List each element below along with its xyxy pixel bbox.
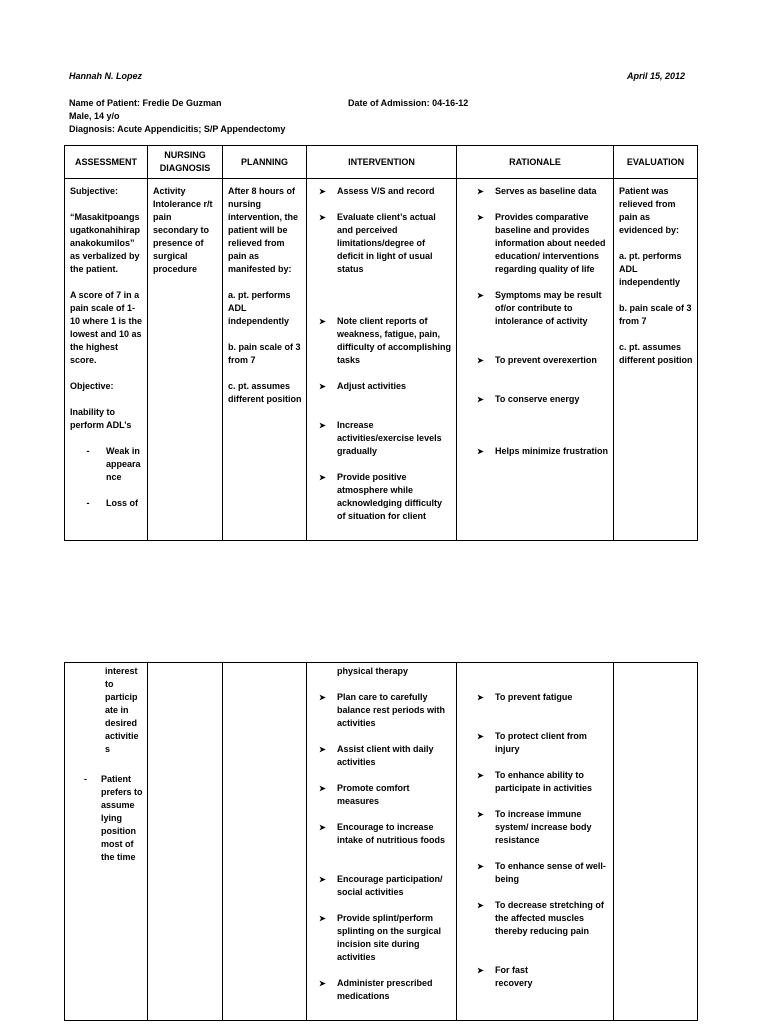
col-evaluation: EVALUATION <box>614 146 698 179</box>
arrow-bullet-icon: ➤ <box>477 901 484 910</box>
assessment-cell <box>65 179 148 541</box>
list-item: ➤ To prevent overexertion <box>477 355 597 365</box>
list-item: - Loss of <box>70 497 143 510</box>
intervention-cont-cell <box>307 663 457 1021</box>
care-plan-table-page2 <box>64 662 698 1021</box>
arrow-bullet-icon: ➤ <box>319 382 326 391</box>
nursing-diagnosis-cont-cell <box>148 663 223 1021</box>
arrow-bullet-icon: ➤ <box>477 447 484 456</box>
nursing-diagnosis-cell <box>148 179 223 541</box>
list-item: ➤ Provide positive atmosphere while acknowledging difficulty of situation for client <box>319 472 443 521</box>
evaluation-result-a: a. pt. performs ADL independently <box>619 251 682 287</box>
arrow-bullet-icon: ➤ <box>477 810 484 819</box>
list-item: - Weak in appeara nce <box>70 445 143 484</box>
planning-outcome-b: b. pain scale of 3 from 7 <box>228 342 301 365</box>
list-item: ➤ Serves as baseline data <box>477 186 597 196</box>
list-item: ➤ To enhance ability to participate in activities <box>477 770 593 793</box>
arrow-bullet-icon: ➤ <box>319 693 326 702</box>
arrow-bullet-icon: ➤ <box>319 914 326 923</box>
evaluation-cell <box>614 179 698 541</box>
arrow-bullet-icon: ➤ <box>319 473 326 482</box>
rationale-cell <box>457 179 614 541</box>
nursing-diagnosis-text: Activity Intolerance r/t pain secondary to presence of surgical procedure <box>153 186 213 274</box>
arrow-bullet-icon: ➤ <box>319 979 326 988</box>
dash-bullet: - <box>86 498 90 508</box>
arrow-bullet-icon: ➤ <box>319 875 326 884</box>
subjective-label: Subjective: <box>70 186 119 196</box>
list-item: ➤ Increase activities/exercise levels gradually <box>319 420 442 456</box>
document-date: April 15, 2012 <box>627 71 686 81</box>
arrow-bullet-icon: ➤ <box>477 395 484 404</box>
admission-date: Date of Admission: 04-16-12 <box>348 98 469 108</box>
planning-cont-cell <box>223 663 307 1021</box>
pain-score-text: A score of 7 in a pain scale of 1-10 where 1 is the lowest and 10 as the highest score. <box>70 290 143 365</box>
list-item: ➤ Encourage to increase intake of nutritious foods <box>319 822 445 845</box>
evaluation-result-b: b. pain scale of 3 from 7 <box>619 303 692 326</box>
objective-label: Objective: <box>70 381 114 391</box>
patient-name: Name of Patient: Fredie De Guzman <box>69 98 222 108</box>
arrow-bullet-icon: ➤ <box>477 213 484 222</box>
evaluation-cont-cell <box>614 663 698 1021</box>
list-item: ➤ To prevent fatigue <box>477 692 573 702</box>
arrow-bullet-icon: ➤ <box>319 745 326 754</box>
dash-bullet: - <box>86 446 90 456</box>
list-item: ➤ To protect client from injury <box>477 731 587 754</box>
list-item: ➤ Administer prescribed medications <box>319 978 433 1001</box>
diagnosis-line: Diagnosis: Acute Appendicitis; S/P Appendectomy <box>69 124 286 134</box>
col-rationale: RATIONALE <box>457 146 614 179</box>
dash-bullet: - <box>84 774 87 784</box>
list-item: ➤ Helps minimize frustration <box>477 446 609 456</box>
arrow-bullet-icon: ➤ <box>319 823 326 832</box>
author-name: Hannah N. Lopez <box>69 71 143 81</box>
list-item: ➤ To conserve energy <box>477 394 580 404</box>
arrow-bullet-icon: ➤ <box>477 187 484 196</box>
arrow-bullet-icon: ➤ <box>477 291 484 300</box>
list-item: ➤ Plan care to carefully balance rest periods with activities <box>319 692 446 728</box>
list-item: ➤ Provides comparative baseline and provides information about needed education/ interventions regarding quality of life <box>477 212 606 274</box>
arrow-bullet-icon: ➤ <box>319 784 326 793</box>
arrow-bullet-icon: ➤ <box>477 356 484 365</box>
list-item: ➤ Provide splint/perform splinting on the surgical incision site during activities <box>319 913 442 962</box>
col-nursing-diagnosis: NURSING DIAGNOSIS <box>148 146 223 179</box>
list-item: ➤ Adjust activities <box>319 381 407 391</box>
list-item: ➤ Note client reports of weakness, fatigue, pain, difficulty of accomplishing tasks <box>319 316 452 365</box>
planning-cell <box>223 179 307 541</box>
col-assessment: ASSESSMENT <box>65 146 148 179</box>
arrow-bullet-icon: ➤ <box>477 771 484 780</box>
evaluation-intro: Patient was relieved from pain as evidenced by: <box>619 186 680 235</box>
evaluation-result-c: c. pt. assumes different position <box>619 342 693 365</box>
intervention-continued: physical therapy <box>337 666 409 676</box>
col-planning: PLANNING <box>223 146 307 179</box>
list-item: ➤ To increase immune system/ increase body resistance <box>477 809 592 845</box>
list-item: ➤ Symptoms may be result of/or contribute to intolerance of activity <box>477 290 602 326</box>
list-item: ➤ Evaluate client’s actual and perceived limitations/degree of deficit in light of usual status <box>319 212 436 274</box>
arrow-bullet-icon: ➤ <box>477 693 484 702</box>
rationale-cont-cell <box>457 663 614 1021</box>
arrow-bullet-icon: ➤ <box>319 317 326 326</box>
list-item: ➤ Promote comfort measures <box>319 783 410 806</box>
list-item: ➤ For fast recovery <box>477 965 533 988</box>
arrow-bullet-icon: ➤ <box>319 187 326 196</box>
inability-text: Inability to perform ADL’s <box>70 407 132 430</box>
patient-sex-age: Male, 14 y/o <box>69 111 120 121</box>
arrow-bullet-icon: ➤ <box>319 421 326 430</box>
list-item: ➤ Encourage participation/ social activities <box>319 874 443 897</box>
intervention-cell <box>307 179 457 541</box>
planning-outcome-c: c. pt. assumes different position <box>228 381 302 404</box>
list-item: - Patient prefers to assume lying position most of the time <box>70 773 147 864</box>
list-item: ➤ Assess V/S and record <box>319 186 435 196</box>
subjective-quote: “Masakitpoangs ugatkonahihirap anakokumilos” as verbalized by the patient. <box>70 212 141 274</box>
assessment-continued: interest to particip ate in desired activitie s <box>105 666 139 754</box>
list-item: ➤ Assist client with daily activities <box>319 744 434 767</box>
planning-goal: After 8 hours of nursing intervention, the patient will be relieved from pain as manifested by: <box>228 186 299 274</box>
assessment-cont-cell <box>65 663 148 1021</box>
arrow-bullet-icon: ➤ <box>477 732 484 741</box>
care-plan-table-page1 <box>64 145 698 541</box>
arrow-bullet-icon: ➤ <box>477 862 484 871</box>
arrow-bullet-icon: ➤ <box>477 966 484 975</box>
list-item: ➤ To enhance sense of well-being <box>477 861 606 884</box>
list-item: ➤ To decrease stretching of the affected muscles thereby reducing pain <box>477 900 604 936</box>
col-intervention: INTERVENTION <box>307 146 457 179</box>
planning-outcome-a: a. pt. performs ADL independently <box>228 290 291 326</box>
arrow-bullet-icon: ➤ <box>319 213 326 222</box>
